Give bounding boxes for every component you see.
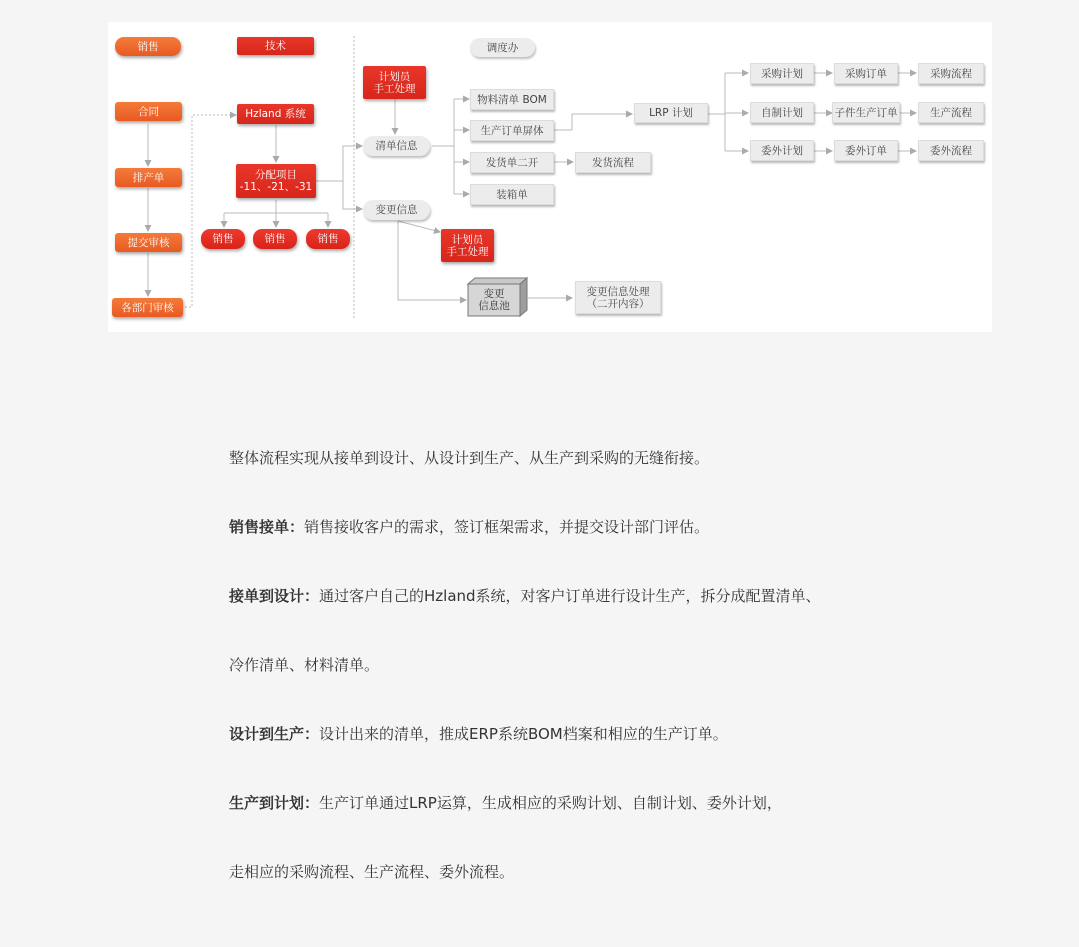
node-sub-prod-order: 子件生产订单 [832, 102, 900, 123]
paragraph-title: 销售接单： [229, 518, 305, 536]
node-submit-review: 提交审核 [115, 233, 182, 252]
paragraph-text: 冷作清单、材料清单。 [229, 656, 380, 674]
node-dept-review: 各部门审核 [112, 298, 183, 317]
node-change-handling: 变更信息处理 （二开内容） [575, 281, 661, 314]
paragraph-text: 销售接收客户的需求，签订框架需求，并提交设计部门评估。 [304, 518, 710, 536]
node-sales-a: 销售 [201, 229, 245, 249]
paragraph-design-to-production [229, 724, 728, 744]
node-tech: 技术 [237, 37, 314, 55]
intro-text: 整体流程实现从接单到设计、从设计到生产、从生产到采购的无缝衔接。 [229, 449, 710, 467]
node-prod-order-screen: 生产订单屏体 [470, 120, 554, 141]
node-purchase-plan: 采购计划 [750, 63, 814, 84]
node-outsource-plan: 委外计划 [750, 140, 814, 161]
node-outsource-order: 委外订单 [834, 140, 898, 161]
node-ship-secondary: 发货单二开 [470, 152, 554, 173]
node-self-plan: 自制计划 [750, 102, 814, 123]
paragraph-text: 设计出来的清单，推成ERP系统BOM档案和相应的生产订单。 [319, 725, 728, 743]
node-production-order: 排产单 [115, 168, 182, 187]
paragraph-title: 设计到生产： [229, 725, 320, 743]
paragraph-production-to-plan-cont [229, 862, 514, 882]
node-packing-list: 装箱单 [470, 184, 554, 205]
paragraph-order-to-design-cont [229, 655, 379, 675]
node-planner-manual-2: 计划员 手工处理 [441, 229, 494, 262]
node-outsource-flow: 委外流程 [918, 140, 984, 161]
node-sales-b: 销售 [253, 229, 297, 249]
node-contract: 合同 [115, 102, 182, 121]
node-ship-flow: 发货流程 [575, 152, 651, 173]
intro-paragraph [229, 448, 709, 468]
node-list-info: 清单信息 [363, 136, 430, 156]
paragraph-text: 生产订单通过LRP运算，生成相应的采购计划、自制计划、委外计划， [319, 794, 782, 812]
node-change-pool: 变更 信息池 [478, 288, 510, 312]
node-change-info: 变更信息 [363, 200, 430, 220]
node-dispatch: 调度办 [470, 38, 535, 57]
node-bom: 物料清单 BOM [470, 89, 554, 110]
node-purchase-flow: 采购流程 [918, 63, 984, 84]
node-lrp-plan: LRP 计划 [634, 103, 708, 123]
node-purchase-order: 采购订单 [834, 63, 898, 84]
paragraph-production-to-plan [229, 793, 782, 813]
node-hzland-system: Hzland 系统 [237, 104, 314, 124]
paragraph-sales-order [229, 517, 709, 537]
paragraph-text: 通过客户自己的Hzland系统，对客户订单进行设计生产，拆分成配置清单、 [319, 587, 821, 605]
node-prod-flow: 生产流程 [918, 102, 984, 123]
paragraph-title: 接单到设计： [229, 587, 320, 605]
node-sales-top: 销售 [115, 37, 181, 56]
node-allocate-project: 分配项目 -11、-21、-31 [236, 164, 316, 198]
paragraph-title: 生产到计划： [229, 794, 320, 812]
paragraph-text: 走相应的采购流程、生产流程、委外流程。 [229, 863, 515, 881]
process-flow-diagram [108, 22, 992, 332]
paragraph-order-to-design [229, 586, 821, 606]
node-planner-manual-1: 计划员 手工处理 [363, 66, 426, 99]
node-sales-c: 销售 [306, 229, 350, 249]
